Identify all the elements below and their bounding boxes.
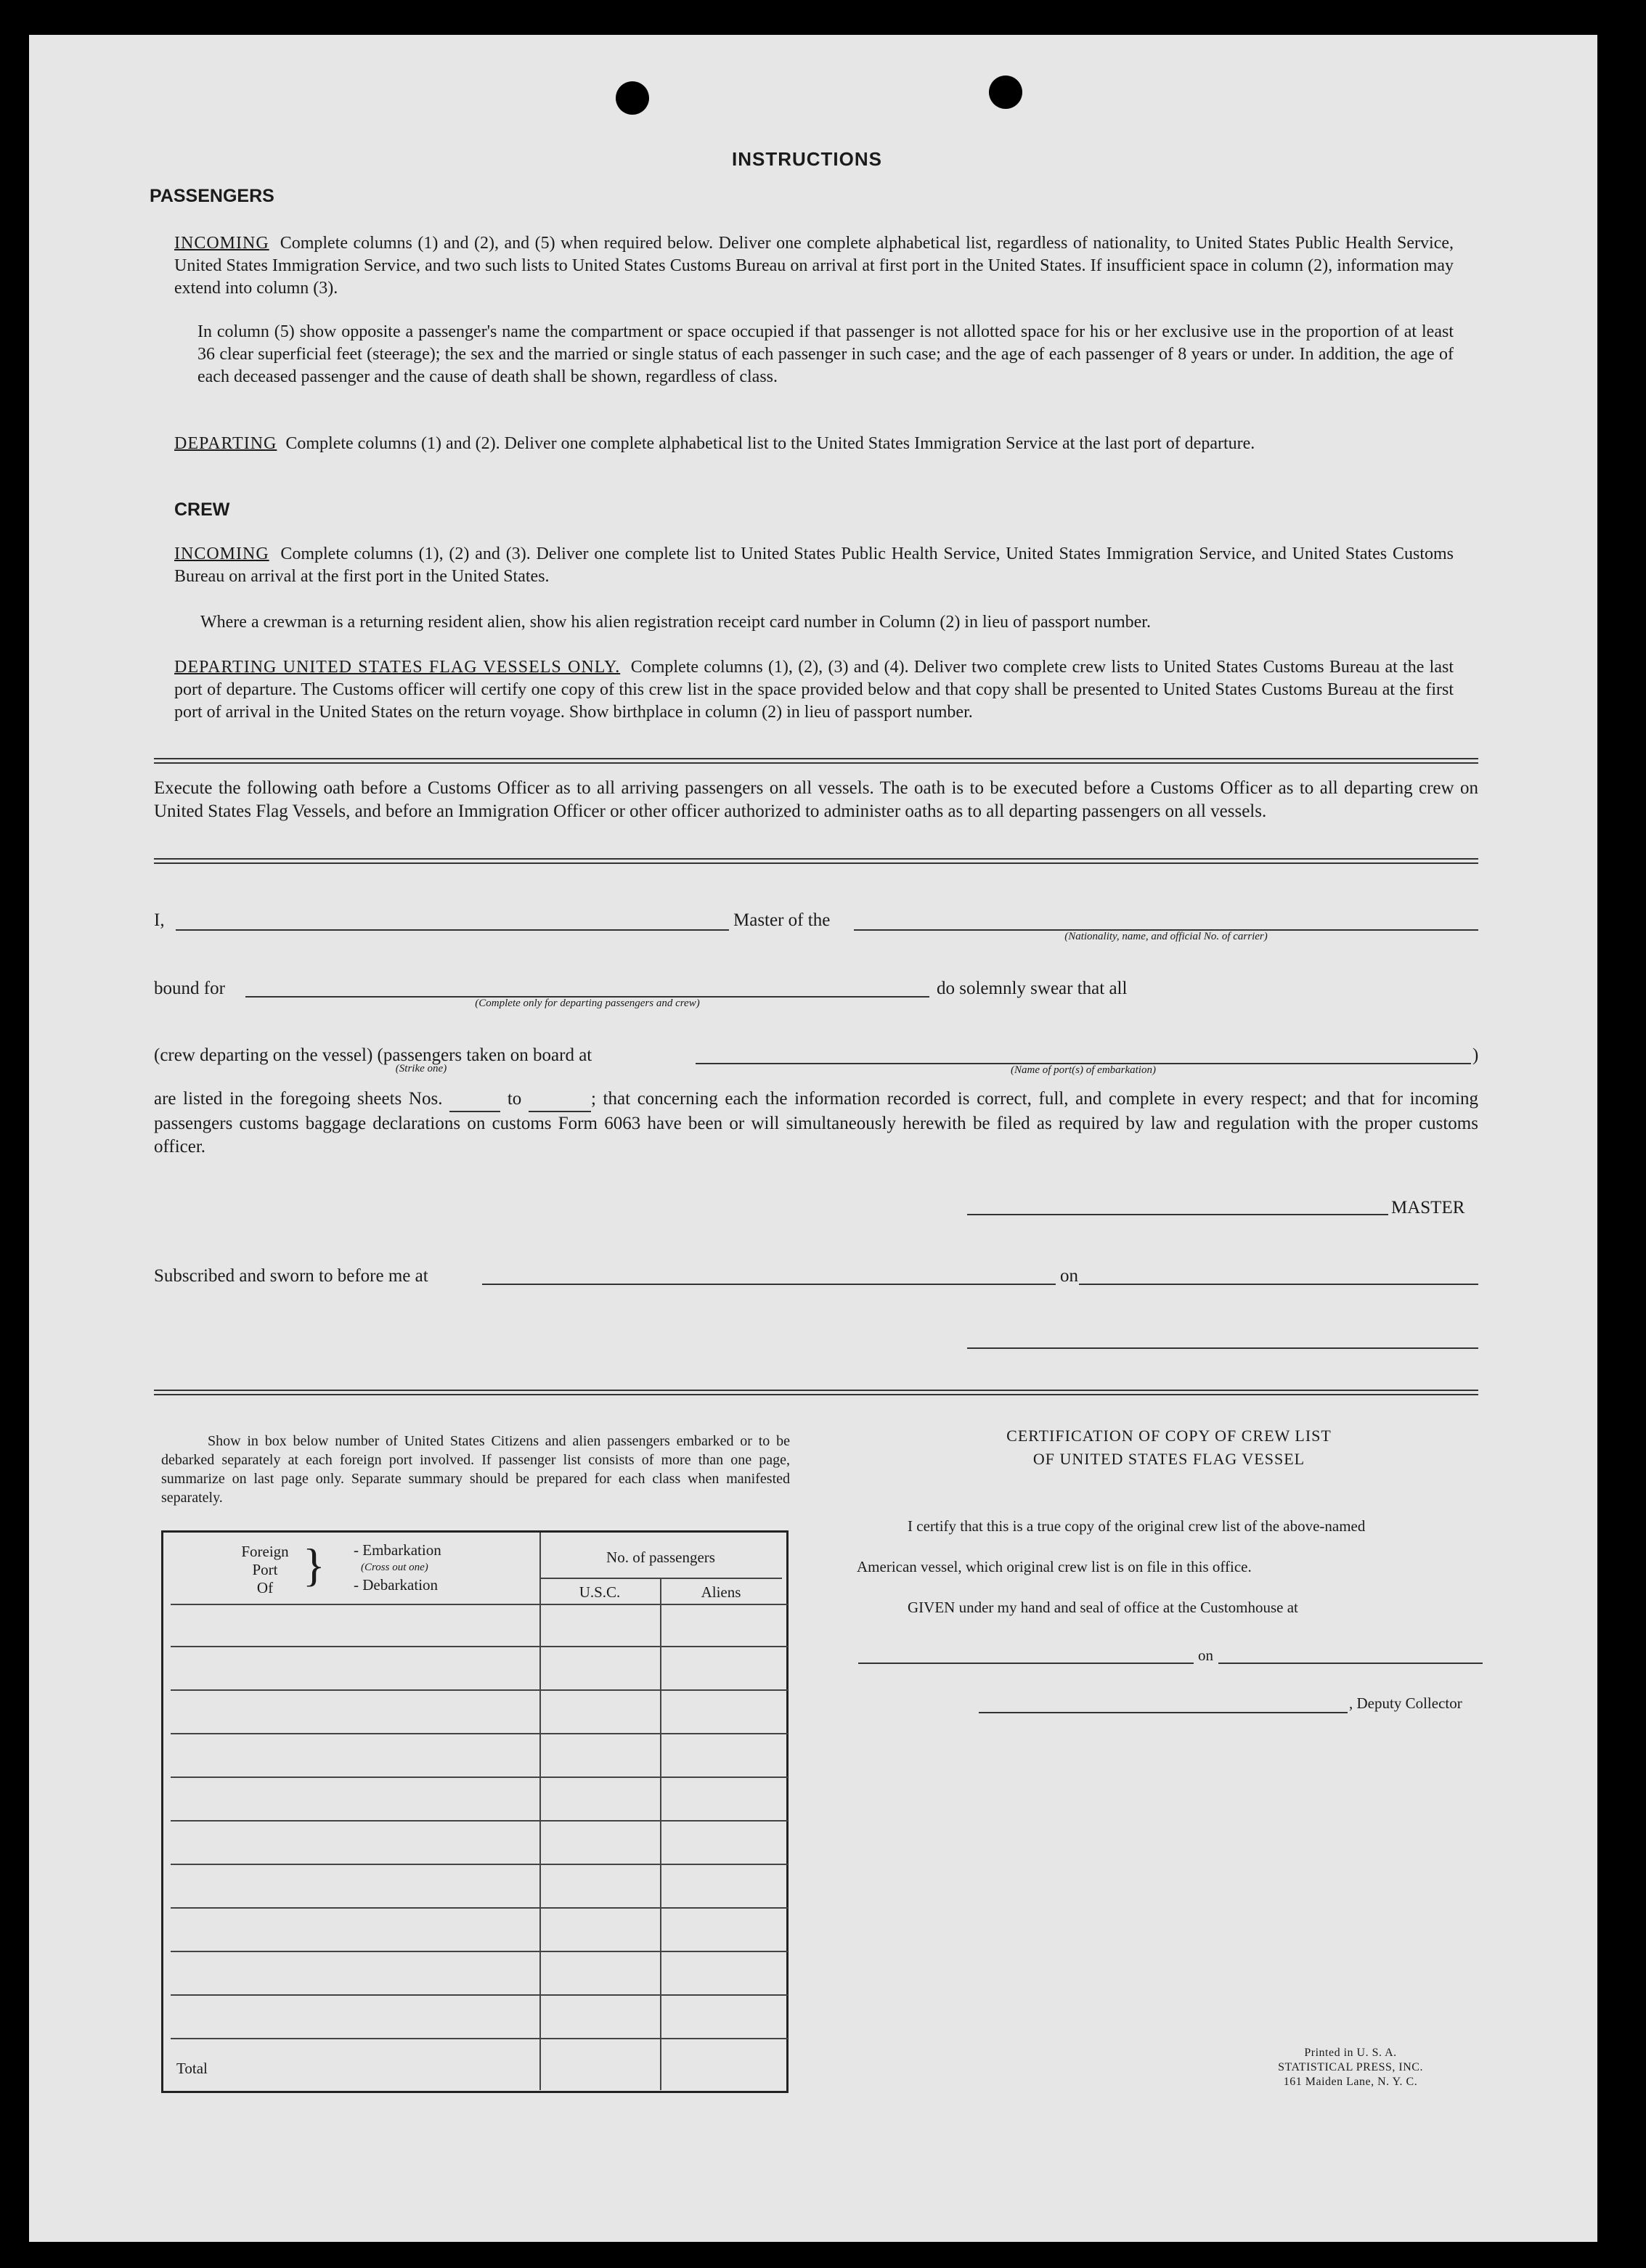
printer-line-2: STATISTICAL PRESS, INC. bbox=[1278, 2061, 1423, 2073]
passengers-departing-paragraph bbox=[174, 433, 1454, 455]
departing-text: Complete columns (1) and (2). Deliver one complete alphabetical list to the United States Immigration Service at the last port of departure. bbox=[285, 434, 1255, 453]
carrier-caption: (Nationality, name, and official No. of carrier) bbox=[1064, 931, 1268, 942]
master-of-label: Master of the bbox=[733, 910, 831, 930]
listed-paragraph bbox=[154, 1088, 1478, 1159]
no-of-passengers-header: No. of passengers bbox=[606, 1549, 715, 1566]
instructions-title: INSTRUCTIONS bbox=[732, 148, 882, 170]
printer-line-1: Printed in U. S. A. bbox=[1304, 2047, 1397, 2059]
master-name-field[interactable] bbox=[176, 929, 729, 931]
total-label: Total bbox=[176, 2060, 208, 2077]
crew-incoming-paragraph bbox=[174, 543, 1454, 588]
table-row bbox=[171, 1864, 788, 1865]
usc-header: U.S.C. bbox=[579, 1583, 621, 1601]
sheet-to-field[interactable] bbox=[529, 1088, 591, 1112]
sheet-from-field[interactable] bbox=[449, 1088, 500, 1112]
summary-instructions: Show in box below number of United States Citizens and alien passengers embarked or to be debarked separately at each foreign port involved. If passenger list consists of more than one page, summarize on last page only. Separate summary should be prepared for each class when manifested separately. bbox=[161, 1433, 790, 1506]
table-row bbox=[171, 1777, 788, 1778]
printer-line-3: 161 Maiden Lane, N. Y. C. bbox=[1283, 2076, 1418, 2088]
printer-credit bbox=[1263, 2046, 1438, 2089]
port-label: Port bbox=[252, 1561, 278, 1578]
aliens-header: Aliens bbox=[701, 1583, 741, 1601]
column5-paragraph: In column (5) show opposite a passenger's name the compartment or space occupied if that passenger is not allotted space for his or her exclusive use in the proportion of at least 36 clear superficial feet (steerage); the sex and the married or single status of each passenger in such case; and the age of each passenger of 8 years or under. In addition, the age of each deceased passenger and the cause of death shall be shown, regardless of class. bbox=[197, 322, 1454, 386]
officer-signature-field[interactable] bbox=[967, 1347, 1478, 1349]
bound-for-caption: (Complete only for departing passengers and crew) bbox=[475, 998, 700, 1009]
summary-table bbox=[161, 1530, 789, 2093]
column-divider bbox=[660, 1578, 661, 2090]
crewman-paragraph: Where a crewman is a returning resident alien, show his alien registration receipt card number in Column (2) in lieu of passport number. bbox=[200, 613, 1151, 632]
bound-for-label: bound for bbox=[154, 979, 225, 998]
passengers-heading: PASSENGERS bbox=[150, 186, 274, 206]
departing-us-paragraph bbox=[174, 656, 1454, 724]
given-line: GIVEN under my hand and seal of office at the Customhouse at bbox=[908, 1599, 1298, 1616]
listed-b: ; that concerning each the information recorded is correct, full, and complete in every respect; and that for incoming passengers customs baggage declarations on customs Form 6063 have been or will simultaneously herewith be filed as required by law and regulation with the proper customs officer. bbox=[154, 1089, 1479, 1157]
departing-label: DEPARTING bbox=[174, 434, 277, 453]
deputy-collector-label: , Deputy Collector bbox=[1349, 1694, 1462, 1712]
incoming-text: Complete columns (1) and (2), and (5) when required below. Deliver one complete alphabetical list, regardless of nationality, to United States Public Health Service, United States Immigration Service, and two such lists to United States Customs Bureau on arrival at first port in the United States. If insufficient space in column (2), information may extend into column (3). bbox=[174, 234, 1454, 298]
foreign-port-of bbox=[229, 1543, 301, 1597]
table-row bbox=[171, 1994, 788, 1996]
subscribed-label: Subscribed and sworn to before me at bbox=[154, 1266, 428, 1286]
table-row bbox=[171, 1604, 788, 1605]
table-row bbox=[171, 1820, 788, 1822]
crew-incoming-label: INCOMING bbox=[174, 544, 269, 563]
sworn-on-label: on bbox=[1060, 1266, 1078, 1286]
section-divider bbox=[154, 758, 1478, 764]
brace-icon: } bbox=[303, 1539, 325, 1591]
section-divider bbox=[154, 1390, 1478, 1395]
deputy-collector-signature-field[interactable] bbox=[979, 1712, 1348, 1713]
debarkation-label: - Debarkation bbox=[354, 1576, 439, 1594]
departing-us-text: Complete columns (1), (2), (3) and (4). Deliver two complete crew lists to United States Customs Bureau at the last port of departure. The Customs officer will certify one copy of this crew list in the space provided below and that copy shall be presented to United States Customs Bureau at the first port of arrival in the United States on the return voyage. Show birthplace in column (2) in lieu of passport number. bbox=[174, 658, 1454, 722]
column-divider bbox=[539, 1533, 541, 2090]
listed-to: to bbox=[507, 1089, 522, 1109]
oath-instructions: Execute the following oath before a Customs Officer as to all arriving passengers on all vessels. The oath is to be executed before a Customs Officer as to all departing crew on United States Flag Vessels, and before an Immigration Officer or other officer authorized to administer oaths as to all departing passengers on all vessels. bbox=[154, 778, 1478, 821]
cross-out-caption: (Cross out one) bbox=[361, 1562, 428, 1573]
close-paren: ) bbox=[1472, 1045, 1479, 1065]
table-row bbox=[171, 1646, 788, 1647]
incoming-label: INCOMING bbox=[174, 234, 269, 253]
section-divider bbox=[154, 858, 1478, 864]
listed-a: are listed in the foregoing sheets Nos. bbox=[154, 1089, 443, 1109]
crew-departing-label: (crew departing on the vessel) (passengers taken on board at bbox=[154, 1045, 592, 1065]
strike-caption: (Strike one) bbox=[395, 1063, 447, 1074]
foreign-label: Foreign bbox=[241, 1543, 289, 1560]
oath-i-label: I, bbox=[154, 910, 165, 930]
departing-us-label: DEPARTING UNITED STATES FLAG VESSELS ONLY. bbox=[174, 658, 621, 677]
customhouse-field[interactable] bbox=[858, 1663, 1194, 1664]
port-caption: (Name of port(s) of embarkation) bbox=[1011, 1064, 1156, 1076]
swear-label: do solemnly swear that all bbox=[937, 979, 1128, 998]
certify-line-2: American vessel, which original crew list is on file in this office. bbox=[857, 1558, 1252, 1575]
certify-line-1: I certify that this is a true copy of the original crew list of the above-named bbox=[908, 1517, 1366, 1535]
punch-hole-left bbox=[616, 81, 649, 115]
master-signature-field[interactable] bbox=[967, 1214, 1388, 1215]
crew-heading: CREW bbox=[174, 499, 230, 520]
table-row bbox=[171, 1689, 788, 1691]
table-row bbox=[171, 1733, 788, 1734]
master-label: MASTER bbox=[1391, 1198, 1465, 1217]
certification-title-1: CERTIFICATION OF COPY OF CREW LIST bbox=[1006, 1427, 1332, 1445]
passengers-incoming-paragraph bbox=[174, 232, 1454, 300]
table-row bbox=[171, 1951, 788, 1952]
table-row bbox=[171, 2038, 788, 2039]
embarkation-label: - Embarkation bbox=[354, 1541, 441, 1559]
cert-on-label: on bbox=[1198, 1647, 1213, 1664]
sworn-date-field[interactable] bbox=[1079, 1284, 1478, 1285]
punch-hole-right bbox=[989, 76, 1022, 109]
sworn-place-field[interactable] bbox=[482, 1284, 1056, 1285]
crew-incoming-text: Complete columns (1), (2) and (3). Deliver one complete list to United States Public Health Service, United States Immigration Service, and United States Customs Bureau on arrival at the first port in the United States. bbox=[174, 544, 1454, 586]
certification-title bbox=[857, 1424, 1481, 1471]
certification-title-2: OF UNITED STATES FLAG VESSEL bbox=[1032, 1450, 1305, 1468]
cert-date-field[interactable] bbox=[1218, 1663, 1483, 1664]
table-row bbox=[171, 1907, 788, 1909]
of-label: Of bbox=[256, 1579, 274, 1596]
